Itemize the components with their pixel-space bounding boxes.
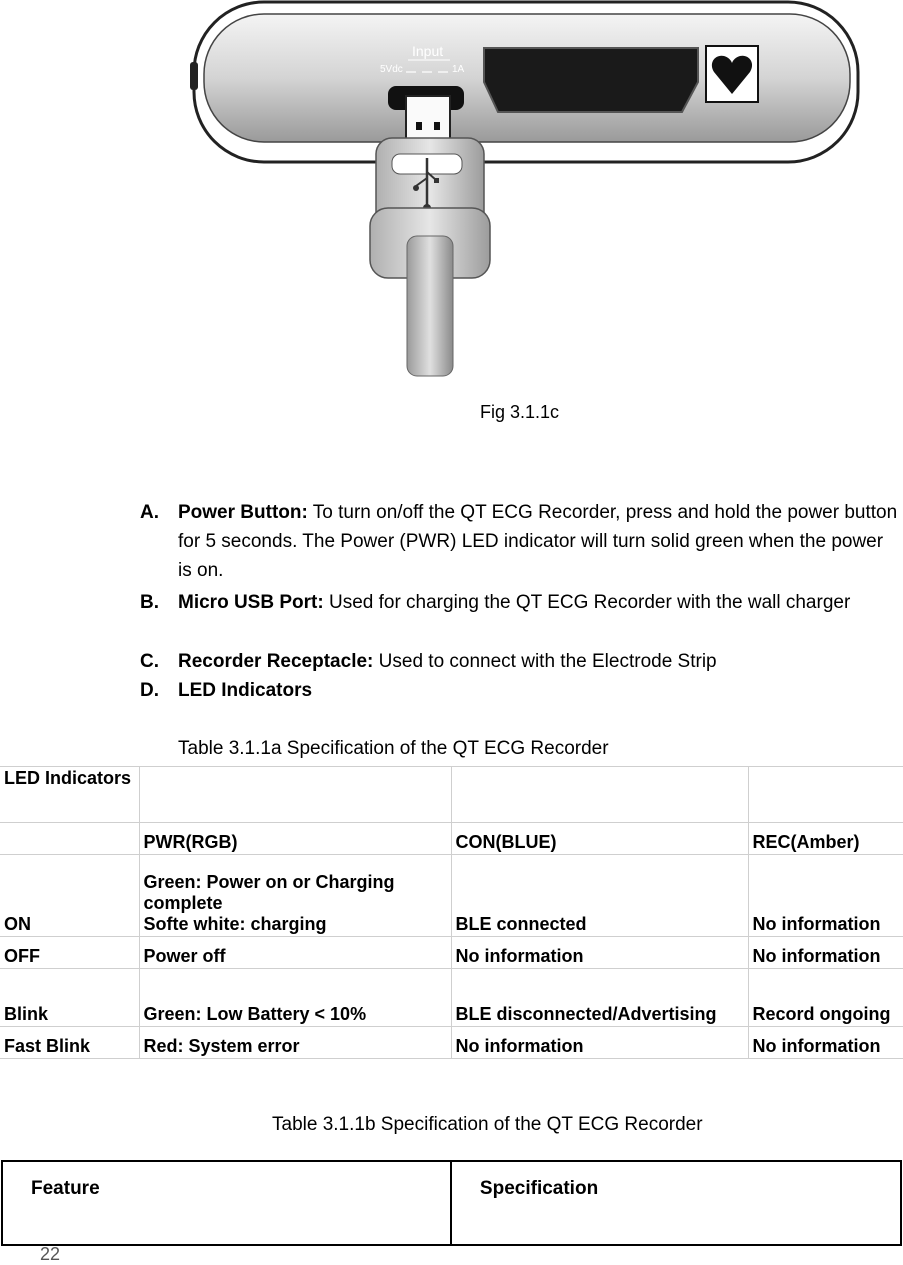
table-cell: LED Indicators	[0, 767, 139, 823]
table-cell: ON	[0, 855, 139, 937]
table-header-cell: Feature	[2, 1161, 451, 1245]
table-row	[0, 767, 903, 823]
table-cell: No information	[748, 1027, 903, 1059]
table-cell: OFF	[0, 937, 139, 969]
list-title: Recorder Receptacle:	[178, 651, 374, 672]
led-indicator-table	[0, 766, 903, 1059]
table-row	[0, 823, 903, 855]
device-figure	[180, 0, 870, 385]
table-cell	[139, 767, 451, 823]
table-cell: CON(BLUE)	[451, 823, 748, 855]
recorder-usb-illustration	[180, 0, 870, 385]
list-text: To turn on/off the QT ECG Recorder, press and hold the power button for 5 seconds. The Power (PWR) LED indicator will turn solid green when the power is on.	[178, 502, 898, 581]
table-cell: REC(Amber)	[748, 823, 903, 855]
table2-caption: Table 3.1.1b Specification of the QT ECG Recorder	[272, 1114, 703, 1135]
table-cell: Power off	[139, 937, 451, 969]
table-header-cell: Specification	[451, 1161, 901, 1245]
list-letter: C.	[140, 651, 159, 672]
table-row	[0, 1027, 903, 1059]
recorder-receptacle	[484, 48, 698, 112]
list-title: Power Button:	[178, 502, 308, 523]
input-label: Input	[412, 43, 444, 59]
table-cell: No information	[451, 937, 748, 969]
table-row	[0, 937, 903, 969]
list-letter: D.	[140, 680, 159, 701]
table-cell	[748, 767, 903, 823]
list-text: Used to connect with the Electrode Strip	[373, 651, 717, 672]
page-number: 22	[40, 1244, 61, 1264]
table-cell	[139, 855, 451, 937]
list-title: LED Indicators	[178, 680, 313, 701]
table-cell: BLE disconnected/Advertising	[451, 969, 748, 1027]
feature-spec-table	[1, 1160, 902, 1246]
table-cell: BLE connected	[451, 855, 748, 937]
list-letter: A.	[140, 502, 159, 523]
list-letter: B.	[140, 592, 159, 613]
table-row	[0, 855, 903, 937]
table-cell: No information	[451, 1027, 748, 1059]
current-label: 1A	[452, 64, 465, 75]
table-row	[0, 969, 903, 1027]
table-cell: Record ongoing	[748, 969, 903, 1027]
table-cell	[0, 823, 139, 855]
table-cell	[451, 767, 748, 823]
list-title: Micro USB Port:	[178, 592, 324, 613]
table-cell: PWR(RGB)	[139, 823, 451, 855]
table-cell: No information	[748, 855, 903, 937]
cell-line: Green: Power on or Charging complete	[143, 872, 395, 913]
table-cell: Blink	[0, 969, 139, 1027]
cell-line: Softe white: charging	[143, 914, 327, 934]
voltage-label: 5Vdc	[380, 64, 403, 75]
figure-caption: Fig 3.1.1c	[480, 402, 560, 422]
table-cell: No information	[748, 937, 903, 969]
table-cell: Fast Blink	[0, 1027, 139, 1059]
table-cell: Red: System error	[139, 1027, 451, 1059]
table1-caption: Table 3.1.1a Specification of the QT ECG Recorder	[178, 738, 609, 759]
table-row	[2, 1161, 901, 1245]
list-text: Used for charging the QT ECG Recorder with the wall charger	[323, 592, 851, 613]
table-cell: Green: Low Battery < 10%	[139, 969, 451, 1027]
